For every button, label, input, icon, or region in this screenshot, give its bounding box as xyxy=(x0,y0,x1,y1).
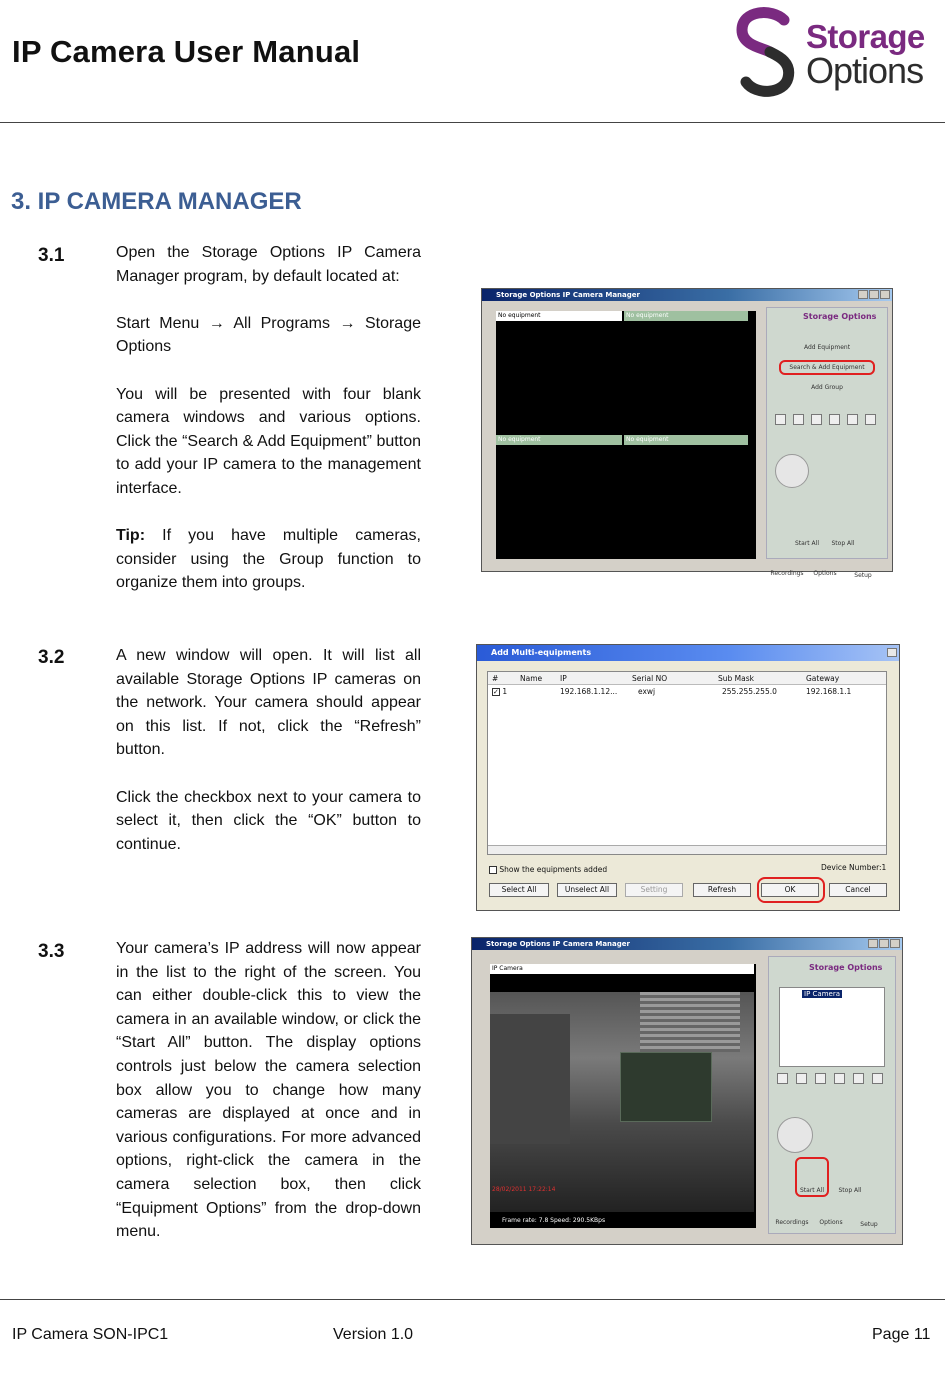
window-controls xyxy=(868,939,900,948)
tip-label: Tip: xyxy=(116,527,146,545)
cancel-button[interactable]: Cancel xyxy=(829,883,887,897)
search-add-equipment-button[interactable]: Search & Add Equipment xyxy=(789,364,865,371)
table-cell: exwj xyxy=(638,687,656,696)
footer-page-number: Page 11 xyxy=(872,1326,931,1343)
footer-divider xyxy=(0,1299,945,1300)
add-group-button[interactable]: Add Group xyxy=(811,384,843,391)
start-all-button[interactable]: Start All xyxy=(794,540,819,547)
window-titlebar xyxy=(482,289,892,301)
camera-status-bar: Frame rate: 7.8 Speed: 290.5KBps xyxy=(502,1217,606,1224)
camera-window-label: No equipment xyxy=(624,311,748,321)
options-button[interactable]: Options xyxy=(813,570,837,577)
recordings-button[interactable]: Recordings xyxy=(770,570,804,577)
mini-logo: Storage Options xyxy=(809,963,883,972)
step-text xyxy=(116,644,421,856)
equipment-table xyxy=(487,671,887,855)
dialog-titlebar xyxy=(477,645,899,661)
dialog-title: Add Multi-equipments xyxy=(491,648,592,657)
row-index: 1 xyxy=(502,687,508,696)
camera-view[interactable] xyxy=(490,964,756,1228)
camera-video-feed xyxy=(490,992,754,1212)
dialog-close-icon[interactable] xyxy=(887,648,897,657)
mini-logo: Storage Options xyxy=(803,312,877,321)
camera-timestamp: 28/02/2011 17:22:14 xyxy=(492,1186,556,1193)
screenshot-add-multi-equipments xyxy=(476,644,900,911)
options-button[interactable]: Options xyxy=(819,1219,843,1226)
camera-selection-box xyxy=(779,987,885,1067)
side-panel xyxy=(768,956,896,1234)
scene-blinds xyxy=(640,992,740,1052)
fullscreen-icon[interactable] xyxy=(865,414,876,425)
layout-9-icon[interactable] xyxy=(815,1073,826,1084)
step-paragraph: Start Menu → All Programs → Storage Options xyxy=(116,314,421,356)
scene-wall xyxy=(490,1014,570,1144)
layout-custom-icon[interactable] xyxy=(847,414,858,425)
layout-9-icon[interactable] xyxy=(811,414,822,425)
show-added-checkbox[interactable] xyxy=(489,866,497,874)
footer-version: Version 1.0 xyxy=(333,1326,414,1343)
step-paragraph: A new window will open. It will list all available Storage Options IP cameras on the network. Your camera should appear on this list. If not, click the “Refresh” button. xyxy=(116,647,421,759)
screenshot-camera-manager-empty xyxy=(481,288,893,579)
refresh-button[interactable]: Refresh xyxy=(693,883,751,897)
section-title: 3. IP CAMERA MANAGER xyxy=(11,188,302,215)
camera-view-label: IP Camera xyxy=(490,964,754,974)
tip-paragraph xyxy=(116,524,421,595)
window-titlebar xyxy=(472,938,902,950)
ok-button[interactable]: OK xyxy=(761,883,819,897)
stop-all-button[interactable]: Stop All xyxy=(831,540,855,547)
column-header[interactable]: IP xyxy=(560,674,567,683)
layout-4-icon[interactable] xyxy=(796,1073,807,1084)
highlight-ring xyxy=(779,360,875,375)
stop-all-button[interactable]: Stop All xyxy=(838,1187,862,1194)
column-header[interactable]: Sub Mask xyxy=(718,674,754,683)
step-number: 3.2 xyxy=(38,647,65,668)
layout-16-icon[interactable] xyxy=(834,1073,845,1084)
footer-product: IP Camera SON-IPC1 xyxy=(12,1326,169,1343)
table-cell: 255.255.255.0 xyxy=(722,687,777,696)
camera-grid xyxy=(496,311,756,559)
setup-button[interactable]: Setup xyxy=(854,572,872,579)
ptz-control-icon[interactable] xyxy=(775,454,809,488)
table-cell xyxy=(520,685,560,698)
horizontal-scrollbar[interactable] xyxy=(488,845,886,854)
table-cell xyxy=(488,685,520,698)
layout-1-icon[interactable] xyxy=(775,414,786,425)
logo-text-storage: Storage xyxy=(806,18,925,55)
layout-4-icon[interactable] xyxy=(793,414,804,425)
table-cell: 192.168.1.1 xyxy=(806,687,852,696)
start-all-button[interactable]: Start All xyxy=(799,1187,824,1194)
camera-window-label: No equipment xyxy=(496,435,622,445)
logo-s-mark-icon xyxy=(732,6,804,98)
fullscreen-icon[interactable] xyxy=(872,1073,883,1084)
camera-window-label: No equipment xyxy=(624,435,748,445)
table-cell: 192.168.1.12... xyxy=(560,687,618,696)
table-header xyxy=(488,672,886,685)
camera-list-item[interactable]: IP Camera xyxy=(804,990,840,998)
step-number: 3.1 xyxy=(38,245,65,266)
column-header[interactable]: # xyxy=(492,674,499,683)
step-number: 3.3 xyxy=(38,941,65,962)
scene-equipment xyxy=(620,1052,712,1122)
layout-16-icon[interactable] xyxy=(829,414,840,425)
setup-button[interactable]: Setup xyxy=(860,1221,878,1228)
step-paragraph: Click the checkbox next to your camera to select it, then click the “OK” button to continue. xyxy=(116,788,421,853)
window-controls xyxy=(858,290,890,299)
select-all-button[interactable]: Select All xyxy=(489,883,549,897)
unselect-all-button[interactable]: Unselect All xyxy=(557,883,617,897)
layout-1-icon[interactable] xyxy=(777,1073,788,1084)
ptz-control-icon[interactable] xyxy=(777,1117,813,1153)
side-panel xyxy=(766,307,888,579)
column-header[interactable]: Serial NO xyxy=(632,674,668,683)
step-text xyxy=(116,241,421,595)
screenshot-camera-manager-live xyxy=(471,937,903,1245)
add-equipment-button[interactable]: Add Equipment xyxy=(803,344,851,351)
highlight-ring xyxy=(757,877,825,903)
recordings-button[interactable]: Recordings xyxy=(775,1219,809,1226)
layout-custom-icon[interactable] xyxy=(853,1073,864,1084)
row-checkbox[interactable]: ✓ xyxy=(493,688,499,696)
column-header[interactable]: Gateway xyxy=(806,674,840,683)
header-divider xyxy=(0,122,945,123)
logo-text-options: Options xyxy=(806,50,924,91)
window-title: Storage Options IP Camera Manager xyxy=(486,940,630,948)
camera-window-label: No equipment xyxy=(496,311,622,321)
device-number: Device Number:1 xyxy=(821,863,887,872)
storage-options-logo xyxy=(732,6,937,100)
document-title: IP Camera User Manual xyxy=(12,34,361,69)
tip-text: If you have multiple cameras, consider using the Group function to organize them into groups. xyxy=(116,527,421,592)
show-added-option[interactable] xyxy=(489,865,607,874)
step-paragraph: You will be presented with four blank camera windows and various options. Click the “Search & Add Equipment” button to add your IP camera to the management interface. xyxy=(116,385,421,497)
show-added-label: Show the equipments added xyxy=(499,865,608,874)
column-header[interactable]: Name xyxy=(520,674,543,683)
step-text xyxy=(116,937,421,1244)
setting-button[interactable]: Setting xyxy=(625,883,683,897)
step-paragraph: Your camera’s IP address will now appear in the list to the right of the screen. You can either double-click this to view the camera in an available window, or click the “Start All” button. The display options controls just below the camera selection box allow you to change how many cameras are displayed at once and in various configurations. For more advanced options, right-click the camera in the camera selection box, then click “Equipment Options” from the drop-down menu. xyxy=(116,940,421,1241)
table-row[interactable] xyxy=(488,685,886,698)
window-title: Storage Options IP Camera Manager xyxy=(496,291,640,299)
step-paragraph: Open the Storage Options IP Camera Manager program, by default located at: xyxy=(116,244,421,285)
